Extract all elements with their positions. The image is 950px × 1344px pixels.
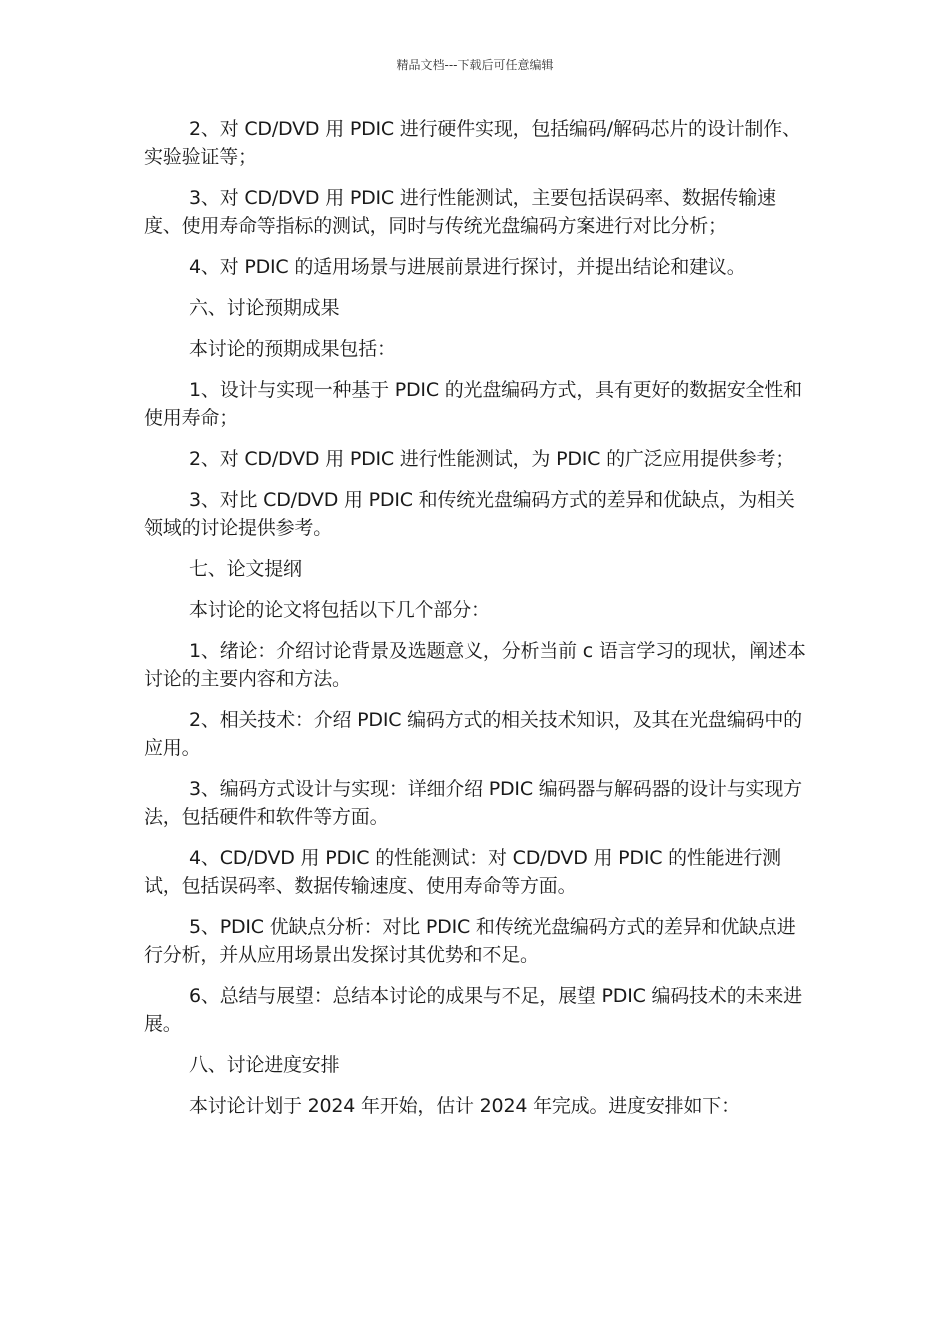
paragraph-performance-testing: 3、对 CD/DVD 用 PDIC 进行性能测试，主要包括误码率、数据传输速度、使用寿命等指标的测试，同时与传统光盘编码方案进行对比分析； [144, 187, 776, 237]
document-body [144, 115, 808, 1133]
paragraph-scenarios-discussion: 4、对 PDIC 的适用场景与进展前景进行探讨，并提出结论和建议。 [189, 256, 746, 278]
list-item-outline-5: 5、PDIC 优缺点分析：对比 PDIC 和传统光盘编码方式的差异和优缺点进行分析，并从应用场景出发探讨其优势和不足。 [144, 916, 796, 966]
section-heading-thesis-outline: 七、论文提纲 [189, 558, 302, 580]
list-item-result-2: 2、对 CD/DVD 用 PDIC 进行性能测试，为 PDIC 的广泛应用提供参考； [189, 448, 795, 470]
paragraph-outline-intro: 本讨论的论文将包括以下几个部分： [189, 599, 490, 621]
list-item-outline-4: 4、CD/DVD 用 PDIC 的性能测试：对 CD/DVD 用 PDIC 的性能进行测试，包括误码率、数据传输速度、使用寿命等方面。 [144, 847, 781, 897]
paragraph-expected-results-intro: 本讨论的预期成果包括： [189, 338, 396, 360]
page-header: 精品文档---下载后可任意编辑 [396, 58, 554, 72]
list-item-result-1: 1、设计与实现一种基于 PDIC 的光盘编码方式，具有更好的数据安全性和使用寿命； [144, 379, 802, 429]
paragraph-hardware-implementation: 2、对 CD/DVD 用 PDIC 进行硬件实现，包括编码/解码芯片的设计制作、实验验证等； [144, 118, 801, 168]
list-item-outline-1: 1、绪论：介绍讨论背景及选题意义，分析当前 c 语言学习的现状，阐述本讨论的主要内容和方法。 [144, 640, 806, 690]
section-heading-schedule: 八、讨论进度安排 [189, 1054, 340, 1076]
list-item-outline-6: 6、总结与展望：总结本讨论的成果与不足，展望 PDIC 编码技术的未来进展。 [144, 985, 802, 1035]
list-item-outline-2: 2、相关技术：介绍 PDIC 编码方式的相关技术知识，及其在光盘编码中的应用。 [144, 709, 802, 759]
list-item-result-3: 3、对比 CD/DVD 用 PDIC 和传统光盘编码方式的差异和优缺点，为相关领域的讨论提供参考。 [144, 489, 795, 539]
paragraph-schedule-intro: 本讨论计划于 2024 年开始，估计 2024 年完成。进度安排如下： [189, 1095, 740, 1117]
section-heading-expected-results: 六、讨论预期成果 [189, 297, 340, 319]
list-item-outline-3: 3、编码方式设计与实现：详细介绍 PDIC 编码器与解码器的设计与实现方法，包括硬件和软件等方面。 [144, 778, 802, 828]
